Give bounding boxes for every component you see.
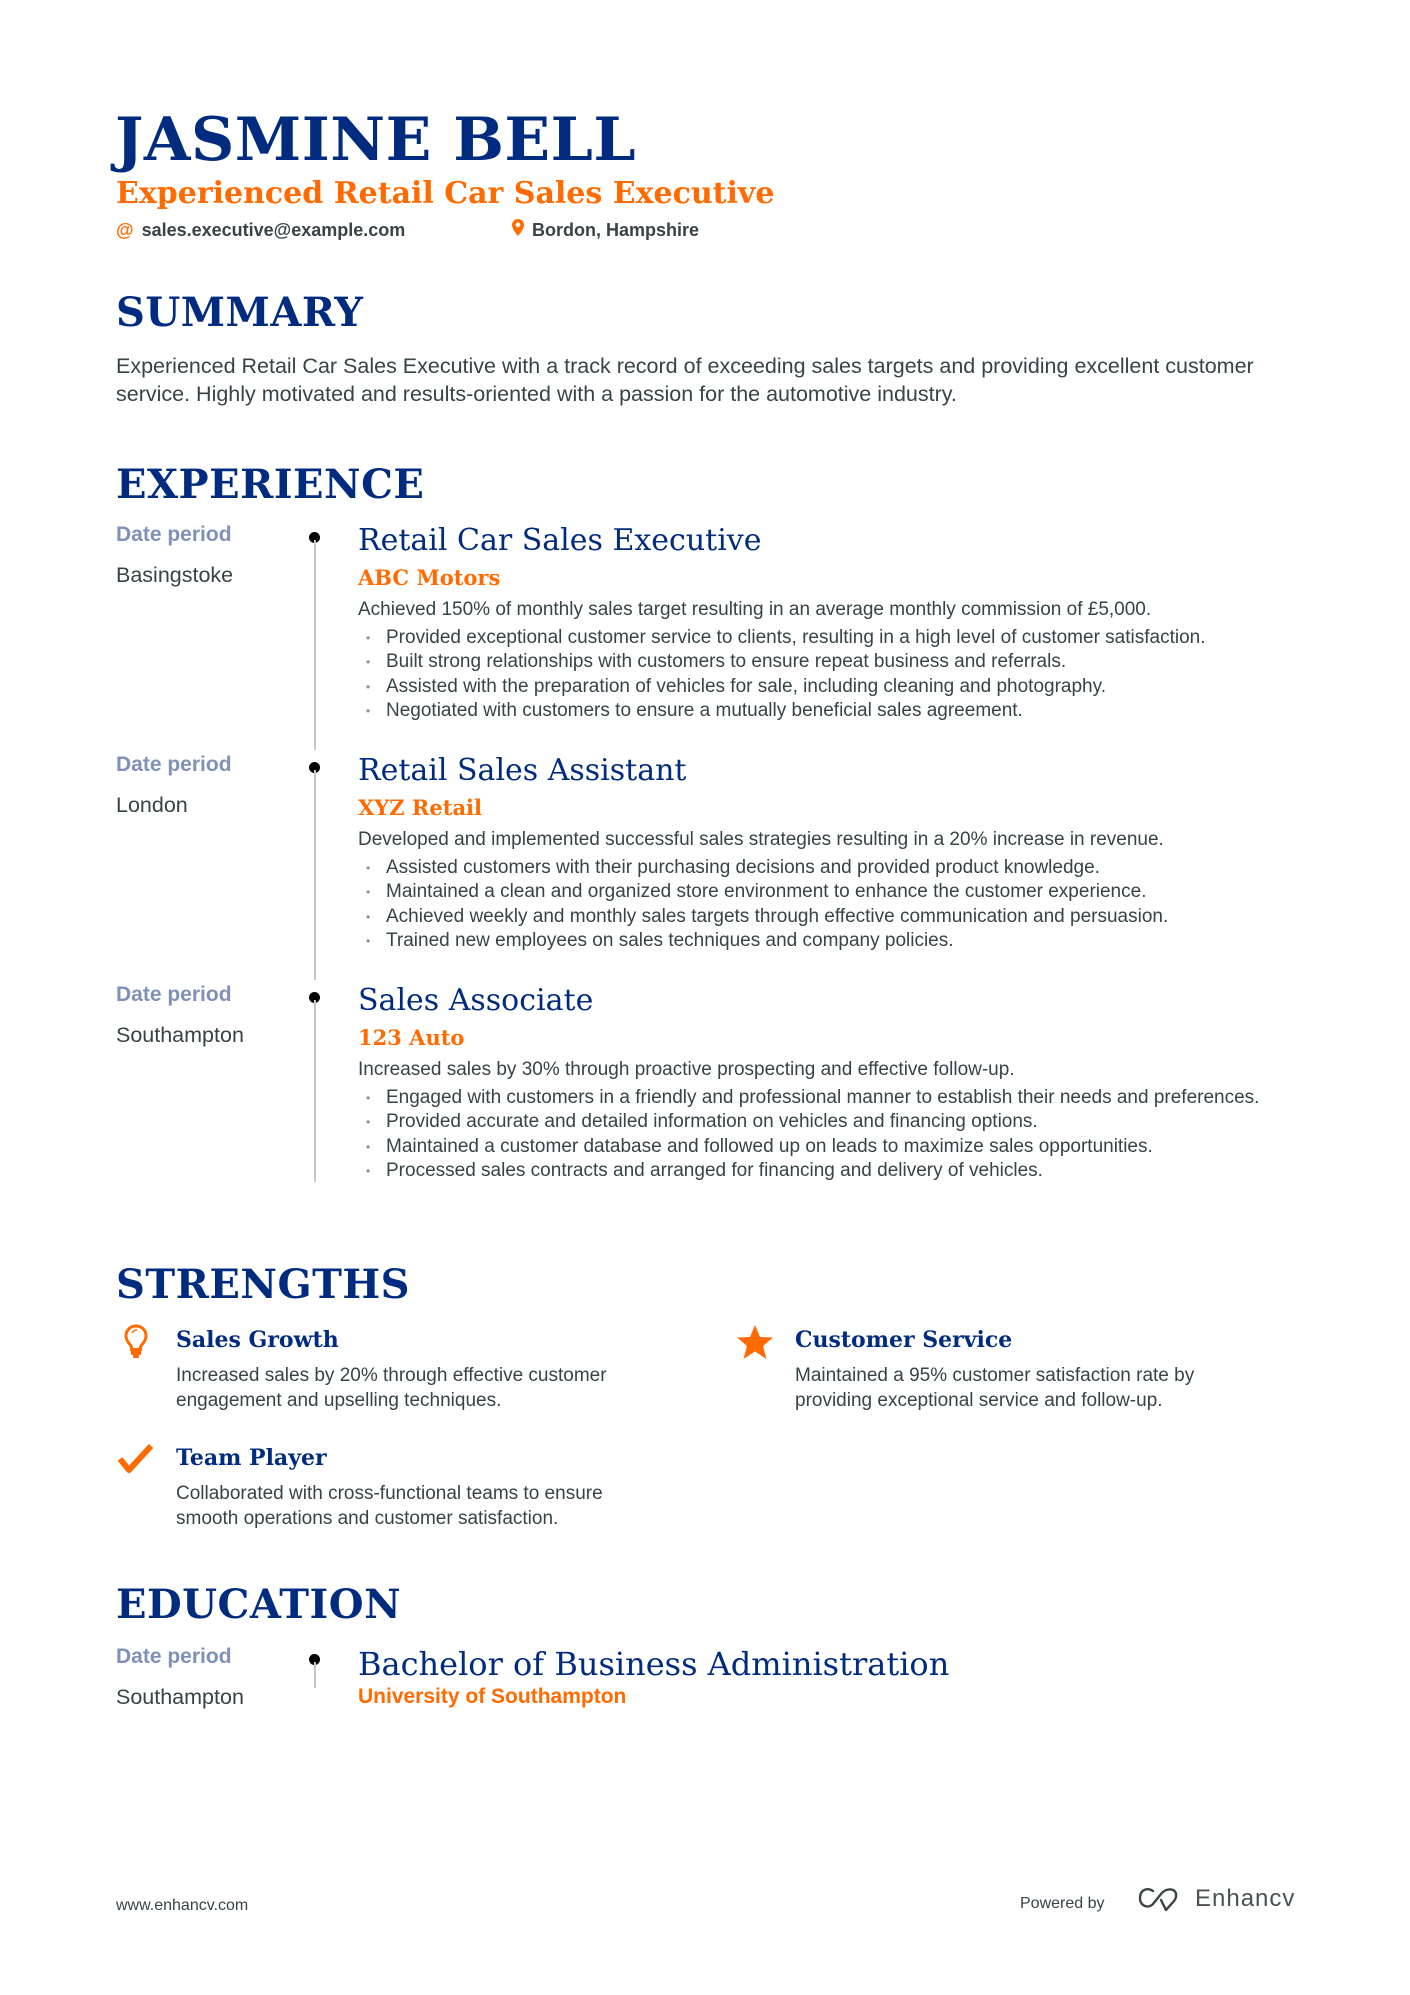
date-period: Date period	[116, 1645, 232, 1668]
candidate-headline: Experienced Retail Car Sales Executive	[116, 176, 775, 211]
bullet-item: • Provided exceptional customer service to clients, resulting in a high level of customer satisfaction.	[358, 626, 1318, 650]
timeline-line	[314, 1662, 316, 1688]
contact-email[interactable]	[116, 219, 405, 241]
strength-title: Sales Growth	[176, 1327, 339, 1353]
date-period: Date period	[116, 523, 232, 546]
strength-description: Collaborated with cross-functional teams to ensure smooth operations and customer satisfaction.	[176, 1483, 603, 1529]
enhancv-logo-icon	[1137, 1885, 1183, 1913]
section-title-experience: EXPERIENCE	[116, 461, 425, 508]
powered-by-label: Powered by	[1020, 1895, 1105, 1912]
job-description: Achieved 150% of monthly sales target resulting in an average monthly commission of £5,000.	[358, 599, 1152, 620]
bullet-item: • Processed sales contracts and arranged for financing and delivery of vehicles.	[358, 1159, 1318, 1183]
entry-location: Southampton	[116, 1023, 244, 1047]
timeline-line	[314, 540, 316, 750]
bullet-item: • Maintained a clean and organized store environment to enhance the customer experience.	[358, 880, 1318, 904]
company-name: XYZ Retail	[358, 795, 483, 820]
job-title: Retail Sales Assistant	[358, 753, 687, 788]
company-name: ABC Motors	[358, 565, 501, 590]
star-icon	[735, 1322, 775, 1362]
strength-title: Customer Service	[795, 1327, 1013, 1353]
bullet-item: • Achieved weekly and monthly sales targets through effective communication and persuasion.	[358, 905, 1318, 929]
summary-text: Experienced Retail Car Sales Executive with a track record of exceeding sales targets and providing excellent customer service. Highly motivated and results-oriented with a passion for the automotive industry.	[116, 354, 1254, 406]
entry-location: London	[116, 793, 188, 817]
bullet-item: • Provided accurate and detailed information on vehicles and financing options.	[358, 1110, 1318, 1134]
candidate-name: JASMINE BELL	[115, 105, 637, 175]
section-title-education: EDUCATION	[116, 1581, 402, 1628]
email-text: sales.executive@example.com	[141, 220, 406, 240]
lightbulb-icon	[116, 1322, 156, 1362]
strength-description: Increased sales by 20% through effective customer engagement and upselling techniques.	[176, 1365, 607, 1411]
job-title: Retail Car Sales Executive	[358, 523, 762, 558]
checkmark-icon	[116, 1440, 156, 1480]
location-text: Bordon, Hampshire	[532, 220, 700, 240]
bullet-item: • Built strong relationships with customers to ensure repeat business and referrals.	[358, 650, 1318, 674]
at-icon: @	[116, 220, 134, 240]
strength-title: Team Player	[176, 1445, 327, 1471]
contact-location	[512, 219, 699, 241]
bullet-item: • Assisted customers with their purchasing decisions and provided product knowledge.	[358, 856, 1318, 880]
enhancv-brand-text: Enhancv	[1195, 1885, 1296, 1912]
job-description: Increased sales by 30% through proactive prospecting and effective follow-up.	[358, 1059, 1015, 1080]
bullet-list	[358, 856, 1318, 953]
degree-title: Bachelor of Business Administration	[358, 1645, 950, 1683]
entry-location: Southampton	[116, 1685, 244, 1709]
date-period: Date period	[116, 983, 232, 1006]
bullet-list	[358, 1086, 1318, 1183]
bullet-item: • Engaged with customers in a friendly and professional manner to establish their needs and preferences.	[358, 1086, 1318, 1110]
date-period: Date period	[116, 753, 232, 776]
bullet-item: • Maintained a customer database and followed up on leads to maximize sales opportunities.	[358, 1135, 1318, 1159]
bullet-item: • Trained new employees on sales techniques and company policies.	[358, 929, 1318, 953]
job-description: Developed and implemented successful sales strategies resulting in a 20% increase in revenue.	[358, 829, 1164, 850]
bullet-item: • Assisted with the preparation of vehicles for sale, including cleaning and photography.	[358, 675, 1318, 699]
company-name: 123 Auto	[358, 1025, 465, 1050]
job-title: Sales Associate	[358, 983, 594, 1018]
enhancv-logo[interactable]	[1137, 1885, 1295, 1913]
entry-location: Basingstoke	[116, 563, 234, 587]
section-title-strengths: STRENGTHS	[116, 1261, 411, 1308]
timeline-line	[314, 770, 316, 980]
bullet-item: • Negotiated with customers to ensure a mutually beneficial sales agreement.	[358, 699, 1318, 723]
map-pin-icon	[512, 219, 524, 241]
strength-description: Maintained a 95% customer satisfaction rate by providing exceptional service and follow-up.	[795, 1365, 1195, 1411]
footer-url-link[interactable]: www.enhancv.com	[116, 1897, 249, 1914]
section-title-summary: SUMMARY	[116, 289, 364, 336]
bullet-list	[358, 626, 1318, 723]
school-name: University of Southampton	[358, 1685, 627, 1708]
timeline-line	[314, 1000, 316, 1182]
